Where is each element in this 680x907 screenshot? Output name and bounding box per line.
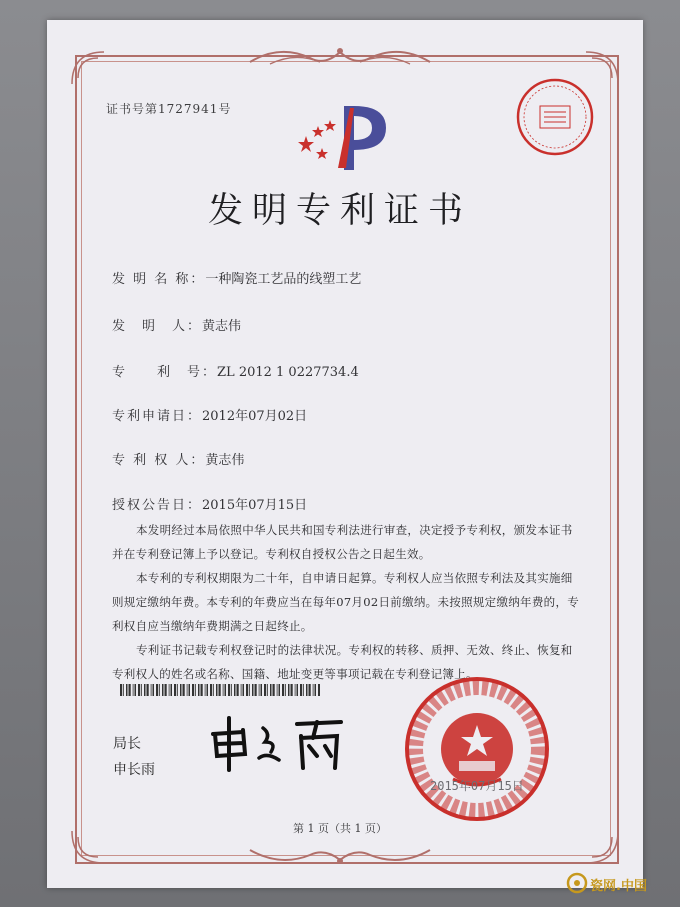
field-filing-date	[112, 405, 307, 424]
field-inventor	[112, 315, 241, 334]
field-value: 黄志伟	[202, 319, 242, 334]
corner-ornament-icon	[68, 48, 108, 88]
stamp-date: 2015年07月15日	[430, 779, 524, 793]
field-value: 黄志伟	[205, 453, 245, 468]
paragraph-term: 本专利的专利权期限为二十年，自申请日起算。专利权人应当依照专利法及其实施细则规定缴纳年费。本专利的年费应当在每年07月02日前缴纳。未按照规定缴纳年费的，专利权自应当缴纳年费期满之日起终止。	[112, 571, 580, 633]
field-label: 专 利 号：	[112, 365, 218, 380]
certificate-number: 证书号第1727941号	[106, 102, 232, 116]
field-label: 发 明 人：	[112, 319, 203, 334]
watermark-logo-icon	[566, 872, 588, 894]
director-title: 局长	[113, 736, 141, 752]
field-patentee	[112, 449, 244, 468]
watermark-text: 瓷网.中国	[590, 879, 647, 894]
certificate-title: 发明专利证书	[207, 191, 472, 231]
barcode-icon	[120, 684, 320, 696]
signature-icon	[205, 712, 355, 774]
stamp-icon	[514, 76, 596, 158]
paragraph-registry: 专利证书记载专利权登记时的法律状况。专利权的转移、质押、无效、终止、恢复和专利权人的姓名或名称、国籍、地址变更等事项记载在专利登记簿上。	[112, 643, 573, 681]
field-value: 2012年07月02日	[202, 409, 308, 424]
official-seal-icon	[403, 675, 551, 823]
field-value: 一种陶瓷工艺品的线塑工艺	[205, 272, 362, 287]
field-label: 专 利 权 人：	[112, 453, 206, 468]
field-patent-number	[112, 361, 359, 380]
patent-logo-icon	[292, 98, 402, 178]
director-name: 申长雨	[113, 762, 155, 778]
field-label: 专利申请日：	[112, 409, 203, 424]
bottom-ornament-icon	[240, 845, 440, 870]
field-grant-date	[112, 494, 307, 513]
paragraph-grant: 本发明经过本局依照中华人民共和国专利法进行审查，决定授予专利权，颁发本证书并在专利登记簿上予以登记。专利权自授权公告之日起生效。	[112, 523, 573, 561]
field-value: 2015年07月15日	[202, 498, 308, 513]
field-label: 授权公告日：	[112, 498, 203, 513]
page-footer: 第 1 页（共 1 页）	[293, 822, 387, 835]
field-value: ZL 2012 1 0227734.4	[217, 365, 359, 380]
field-label: 发 明 名 称：	[112, 272, 206, 287]
field-invention-name	[112, 268, 361, 287]
top-ornament-icon	[240, 42, 440, 72]
